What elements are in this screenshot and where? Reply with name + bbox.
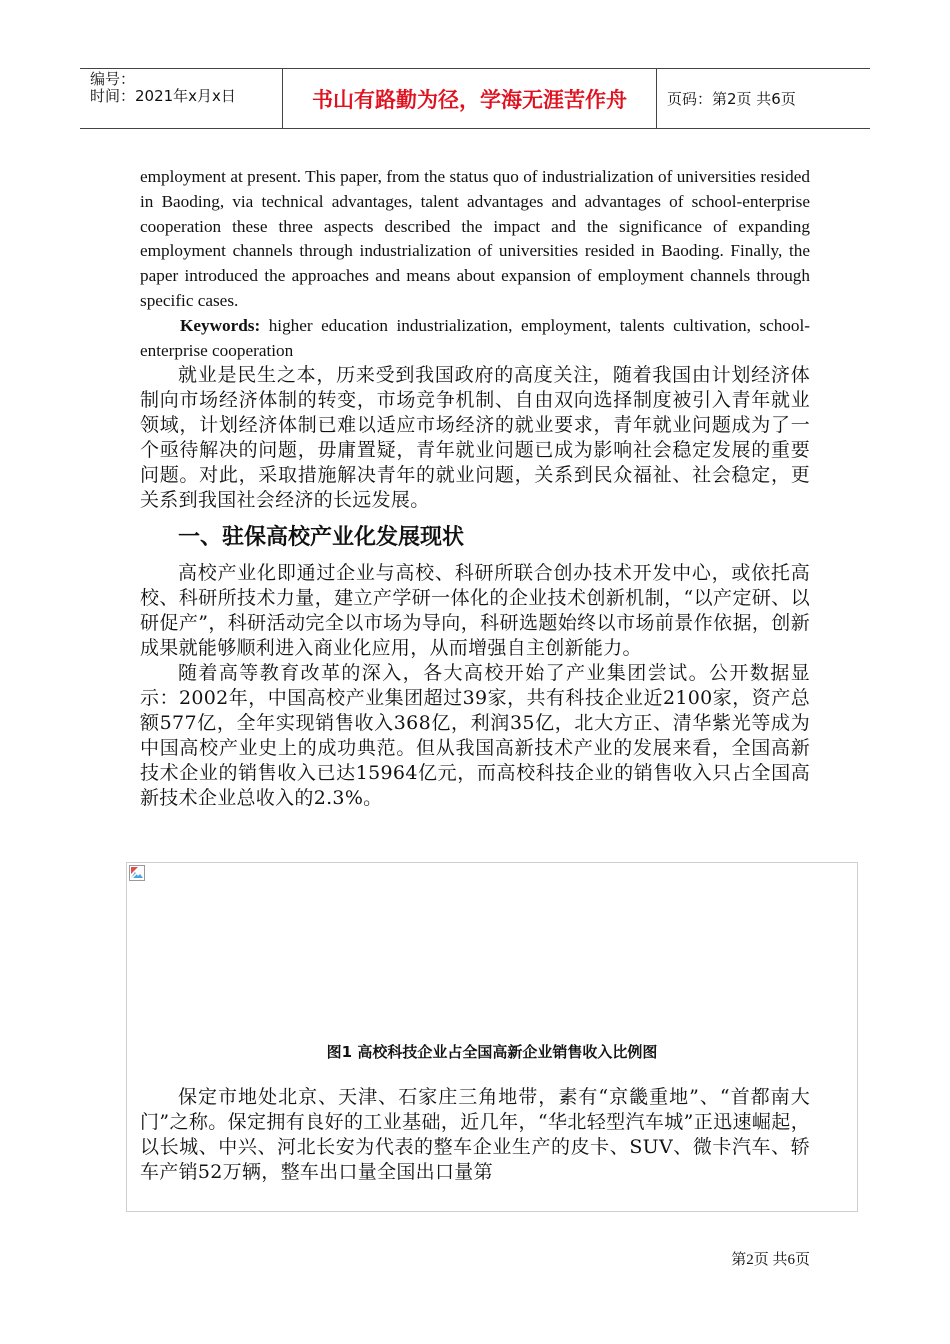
figure-caption: 图1 高校科技企业占全国高新企业销售收入比例图 xyxy=(326,1043,658,1061)
header-number: 编号： xyxy=(90,70,136,88)
figure-following-text-wrapper xyxy=(140,1085,810,1185)
intro-paragraph: 就业是民生之本，历来受到我国政府的高度关注，随着我国由计划经济体制向市场经济体制的转变，市场竞争机制、自由双向选择制度被引入青年就业领域，计划经济体制已难以适应市场经济的就业要求，青年就业问题成为了一个亟待解决的问题，毋庸置疑，青年就业问题已成为影响社会稳定发展的重要问题。对此，采取措施解决青年的就业问题，关系到民众福祉、社会稳定，更关系到我国社会经济的长远发展。 xyxy=(140,364,810,512)
keywords-line xyxy=(140,314,810,364)
abstract-text: employment at present. This paper, from the status quo of industrialization of universities resided in Baoding, via technical advantages, talent advantages and advantages of school-enterprise cooperation these three aspects described the impact and the significance of expanding employment channels through industrialization of universities resided in Baoding. Finally, the paper introduced the approaches and means about expansion of employment channels through specific cases. xyxy=(140,167,810,310)
figure-following-paragraph: 保定市地处北京、天津、石家庄三角地带，素有“京畿重地”、“首都南大门”之称。保定拥有良好的工业基础，近几年，“华北轻型汽车城”正迅速崛起，以长城、中兴、河北长安为代表的整车企业生产的皮卡、SUV、微卡汽车、轿车产销52万辆，整车出口量全国出口量第 xyxy=(140,1086,810,1183)
header-motto: 书山有路勤为径，学海无涯苦作舟 xyxy=(282,69,657,128)
page-header xyxy=(80,68,870,129)
body-paragraph-1: 高校产业化即通过企业与高校、科研所联合创办技术开发中心，或依托高校、科研所技术力量，建立产学研一体化的企业技术创新机制，“以产定研、以研促产”，科研活动完全以市场为导向，科研选题始终以市场前景作依据，创新成果就能够顺利进入商业化应用，从而增强自主创新能力。 xyxy=(140,562,810,660)
document-body xyxy=(140,165,810,811)
figure-frame xyxy=(126,862,858,1212)
section-title: 一、驻保高校产业化发展现状 xyxy=(178,525,465,551)
header-page-number: 页码：第2页 共6页 xyxy=(667,90,796,108)
keywords-text: higher education industrialization, employment, talents cultivation, school-enterprise cooperation xyxy=(140,315,810,360)
header-time: 时间：2021年x月x日 xyxy=(90,87,236,105)
page-footer: 第2页 共6页 xyxy=(731,1252,810,1268)
header-meta xyxy=(80,69,282,128)
keywords-label: Keywords: xyxy=(180,315,261,335)
broken-image-icon xyxy=(129,865,145,881)
body-paragraph-2: 随着高等教育改革的深入，各大高校开始了产业集团尝试。公开数据显示：2002年，中国高校产业集团超过39家，共有科技企业近2100家，资产总额577亿，全年实现销售收入368亿，利润35亿，北大方正、清华紫光等成为中国高校产业史上的成功典范。但从我国高新技术产业的发展来看，全国高新技术企业的销售收入已达15964亿元，而高校科技企业的销售收入只占全国高新技术企业总收入的2.3%。 xyxy=(140,662,810,810)
